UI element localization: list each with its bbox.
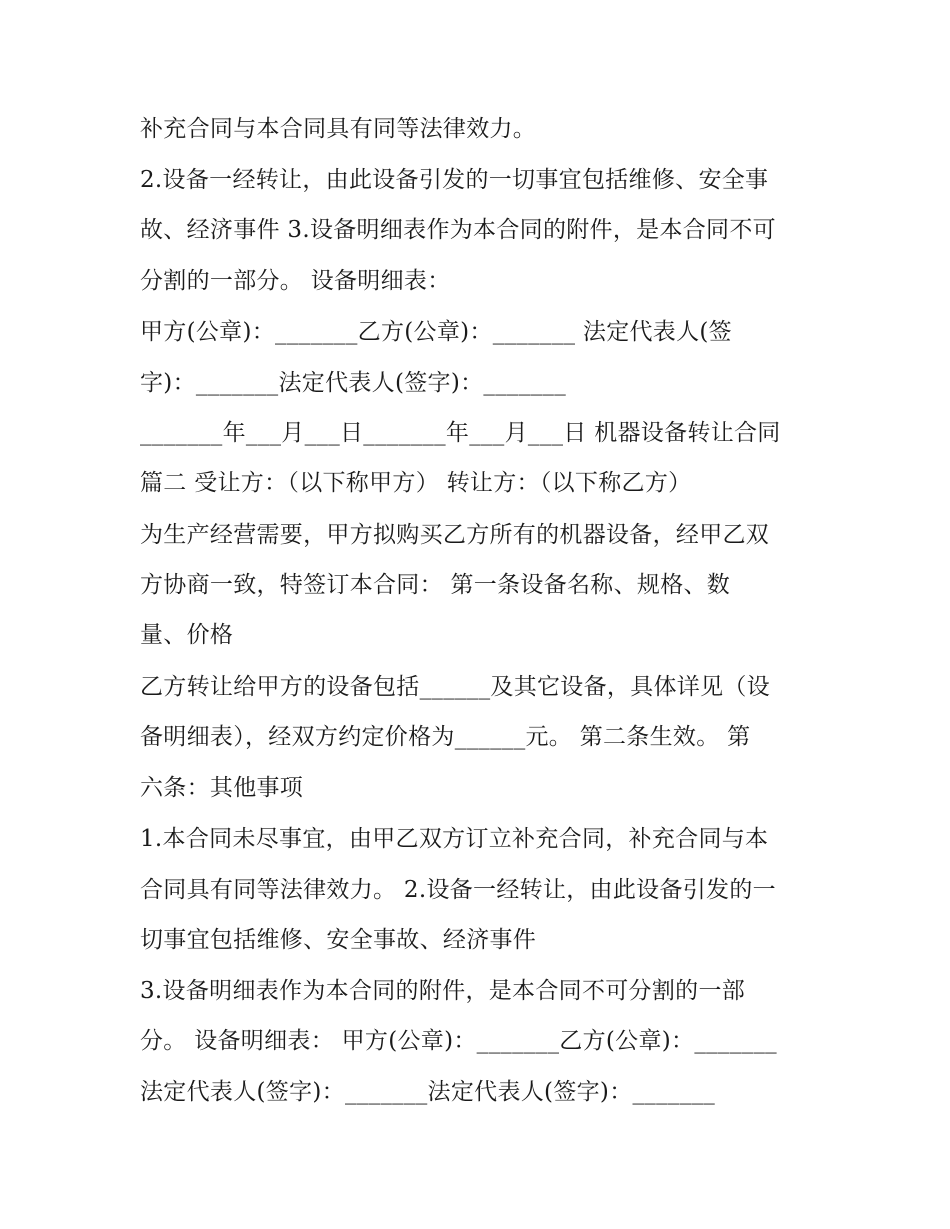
text-line: 甲方(公章)：_______乙方(公章)：_______ 法定代表人(签 <box>140 319 732 345</box>
text-line: 字)：_______法定代表人(签字)：_______ <box>140 370 567 396</box>
text-line: 2.设备一经转让，由此设备引发的一切事宜包括维修、安全事 <box>140 167 769 193</box>
text-line: 法定代表人(签字)：_______法定代表人(签字)：_______ <box>140 1079 716 1105</box>
text-line: 量、价格 <box>140 622 234 648</box>
text-line: 备明细表），经双方约定价格为______元。 第二条生效。 第 <box>140 724 751 750</box>
text-line: 方协商一致，特签订本合同： 第一条设备名称、规格、数 <box>140 572 731 598</box>
text-line: 为生产经营需要，甲方拟购买乙方所有的机器设备，经甲乙双 <box>140 522 770 548</box>
text-line: 分割的一部分。 设备明细表： <box>140 268 451 294</box>
text-line: _______年___月___日_______年___月___日 机器设备转让合同 <box>140 420 781 446</box>
text-line: 乙方转让给甲方的设备包括______及其它设备，具体详见（设 <box>140 674 770 700</box>
text-line: 六条：其他事项 <box>140 775 304 801</box>
text-line: 切事宜包括维修、安全事故、经济事件 <box>140 927 537 953</box>
text-line: 故、经济事件 3.设备明细表作为本合同的附件，是本合同不可 <box>140 217 776 243</box>
text-line: 1.本合同未尽事宜，由甲乙双方订立补充合同，补充合同与本 <box>140 826 769 852</box>
text-line: 3.设备明细表作为本合同的附件，是本合同不可分割的一部 <box>140 978 746 1004</box>
text-line: 篇二 受让方：（以下称甲方） 转让方：（以下称乙方） <box>140 470 692 496</box>
text-line: 分。 设备明细表： 甲方(公章)：_______乙方(公章)：_______ <box>140 1028 777 1054</box>
text-line: 补充合同与本合同具有同等法律效力。 <box>140 116 537 142</box>
text-line: 合同具有同等法律效力。 2.设备一经转让，由此设备引发的一 <box>140 877 776 903</box>
